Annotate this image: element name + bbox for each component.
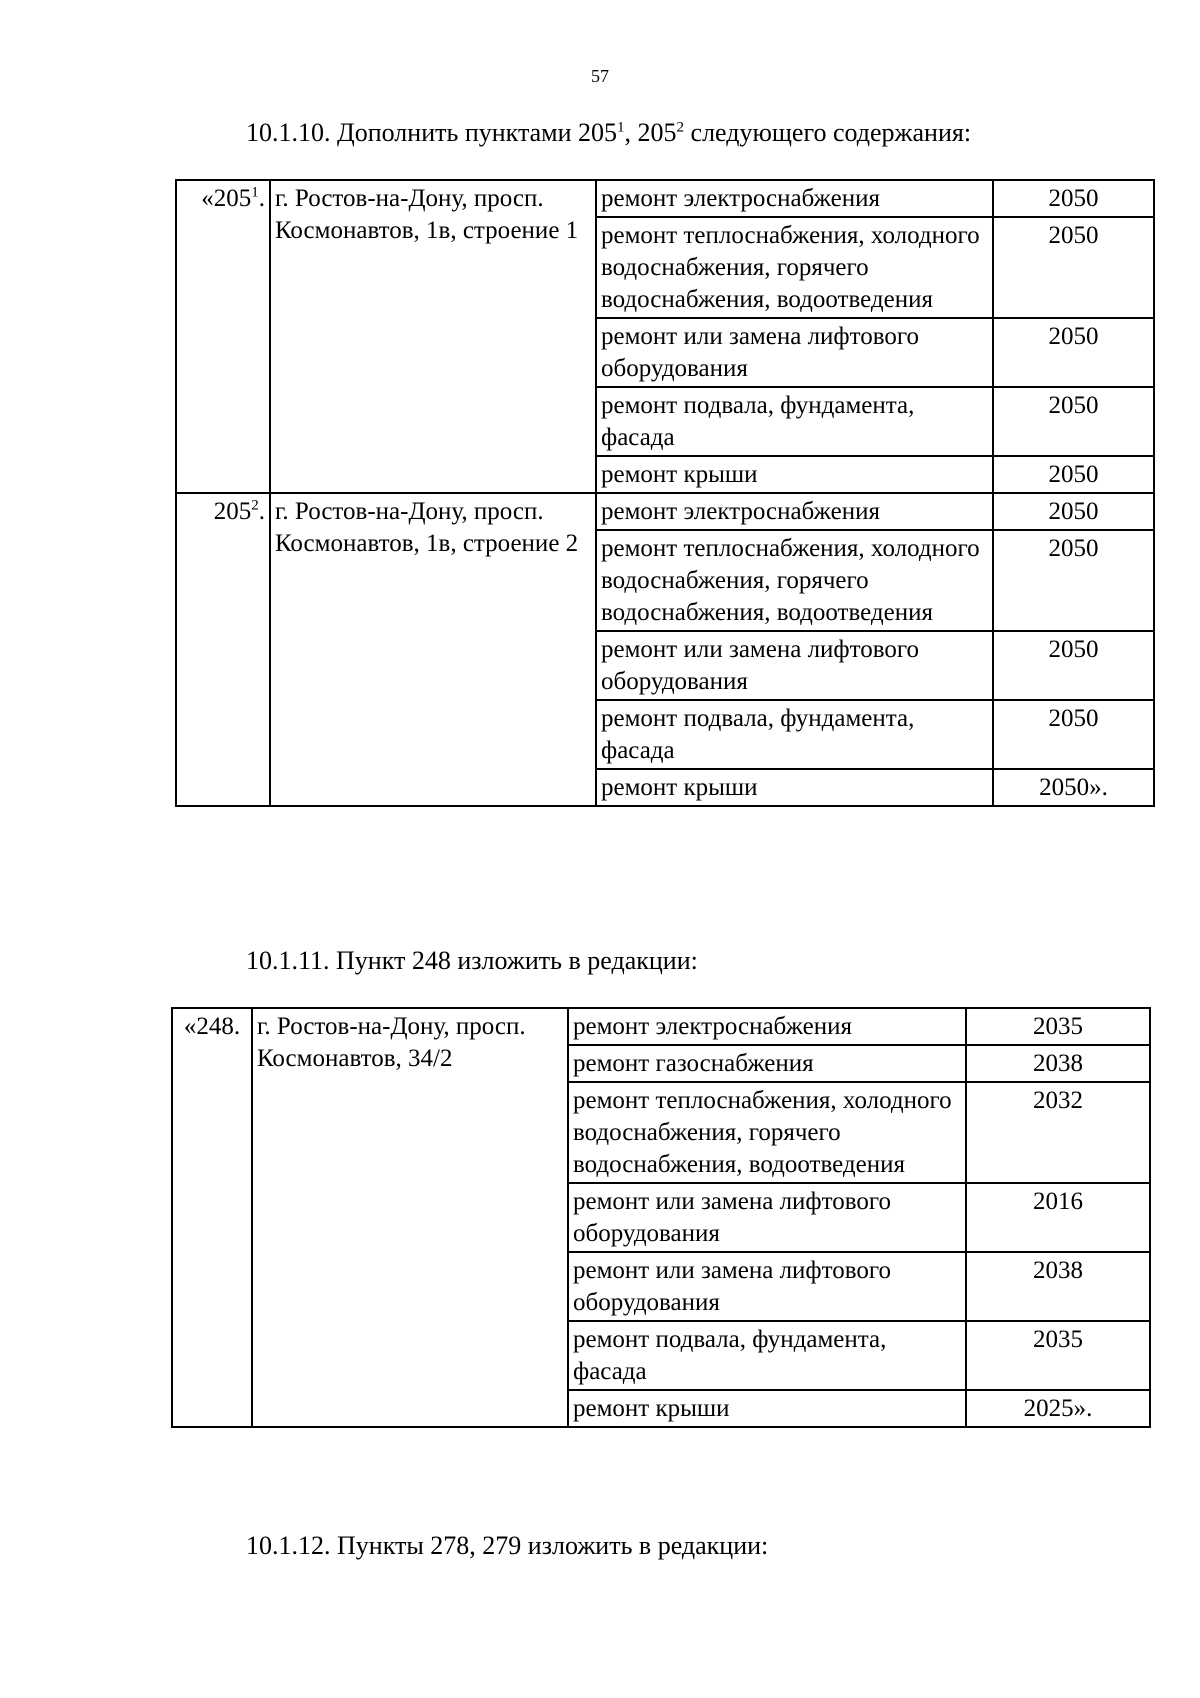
- work-cell: ремонт электроснабжения: [596, 493, 993, 530]
- page-number: 57: [591, 66, 609, 86]
- work-cell: ремонт подвала, фундамента, фасада: [596, 387, 993, 456]
- paragraph-10-1-12: 10.1.12. Пункты 278, 279 изложить в редакции:: [246, 1531, 769, 1560]
- work-cell: ремонт газоснабжения: [568, 1045, 966, 1082]
- work-cell: ремонт или замена лифтового оборудования: [568, 1252, 966, 1321]
- work-cell: ремонт подвала, фундамента, фасада: [596, 700, 993, 769]
- year-cell: 2038: [966, 1045, 1150, 1082]
- year-cell: 2016: [966, 1183, 1150, 1252]
- table-row: [176, 493, 1154, 530]
- address-cell: г. Ростов-на-Дону, просп. Космонавтов, 1в, строение 2: [270, 493, 596, 806]
- paragraph-10-1-11: 10.1.11. Пункт 248 изложить в редакции:: [246, 946, 698, 975]
- work-cell: ремонт теплоснабжения, холодного водоснабжения, горячего водоснабжения, водоотведения: [596, 217, 993, 318]
- year-cell: 2038: [966, 1252, 1150, 1321]
- year-cell: 2032: [966, 1082, 1150, 1183]
- year-cell: 2050: [993, 456, 1154, 493]
- table-item-248: [171, 1007, 1151, 1428]
- year-cell: 2050: [993, 387, 1154, 456]
- table-row: [172, 1008, 1150, 1045]
- work-cell: ремонт электроснабжения: [596, 180, 993, 217]
- year-cell: 2035: [966, 1321, 1150, 1390]
- work-cell: ремонт или замена лифтового оборудования: [568, 1183, 966, 1252]
- work-cell: ремонт подвала, фундамента, фасада: [568, 1321, 966, 1390]
- year-cell: 2050: [993, 180, 1154, 217]
- table-row: [176, 180, 1154, 217]
- year-cell: 2050: [993, 530, 1154, 631]
- year-cell: 2050: [993, 631, 1154, 700]
- year-cell: 2050: [993, 217, 1154, 318]
- paragraph-10-1-10: [246, 118, 971, 148]
- year-cell: 2035: [966, 1008, 1150, 1045]
- work-cell: ремонт крыши: [596, 456, 993, 493]
- superscript: 2: [676, 119, 685, 136]
- year-cell: 2050».: [993, 769, 1154, 806]
- work-cell: ремонт теплоснабжения, холодного водоснабжения, горячего водоснабжения, водоотведения: [568, 1082, 966, 1183]
- work-cell: ремонт крыши: [596, 769, 993, 806]
- item-number-cell: «$205^1$.: [176, 180, 270, 493]
- work-cell: ремонт теплоснабжения, холодного водоснабжения, горячего водоснабжения, водоотведения: [596, 530, 993, 631]
- paragraph-text: , 205: [624, 118, 677, 147]
- work-cell: ремонт или замена лифтового оборудования: [596, 631, 993, 700]
- item-number-cell: $205^2$.: [176, 493, 270, 806]
- work-cell: ремонт или замена лифтового оборудования: [596, 318, 993, 387]
- year-cell: 2025».: [966, 1390, 1150, 1427]
- year-cell: 2050: [993, 493, 1154, 530]
- paragraph-text: 10.1.10. Дополнить пунктами 205: [246, 118, 618, 147]
- superscript: 1: [617, 119, 625, 136]
- item-number-cell: «248.: [172, 1008, 252, 1427]
- year-cell: 2050: [993, 318, 1154, 387]
- address-cell: г. Ростов-на-Дону, просп. Космонавтов, 34/2: [252, 1008, 568, 1427]
- address-cell: г. Ростов-на-Дону, просп. Космонавтов, 1в, строение 1: [270, 180, 596, 493]
- work-cell: ремонт крыши: [568, 1390, 966, 1427]
- year-cell: 2050: [993, 700, 1154, 769]
- work-cell: ремонт электроснабжения: [568, 1008, 966, 1045]
- table-items-205: [175, 179, 1155, 807]
- paragraph-text: следующего содержания:: [684, 118, 972, 147]
